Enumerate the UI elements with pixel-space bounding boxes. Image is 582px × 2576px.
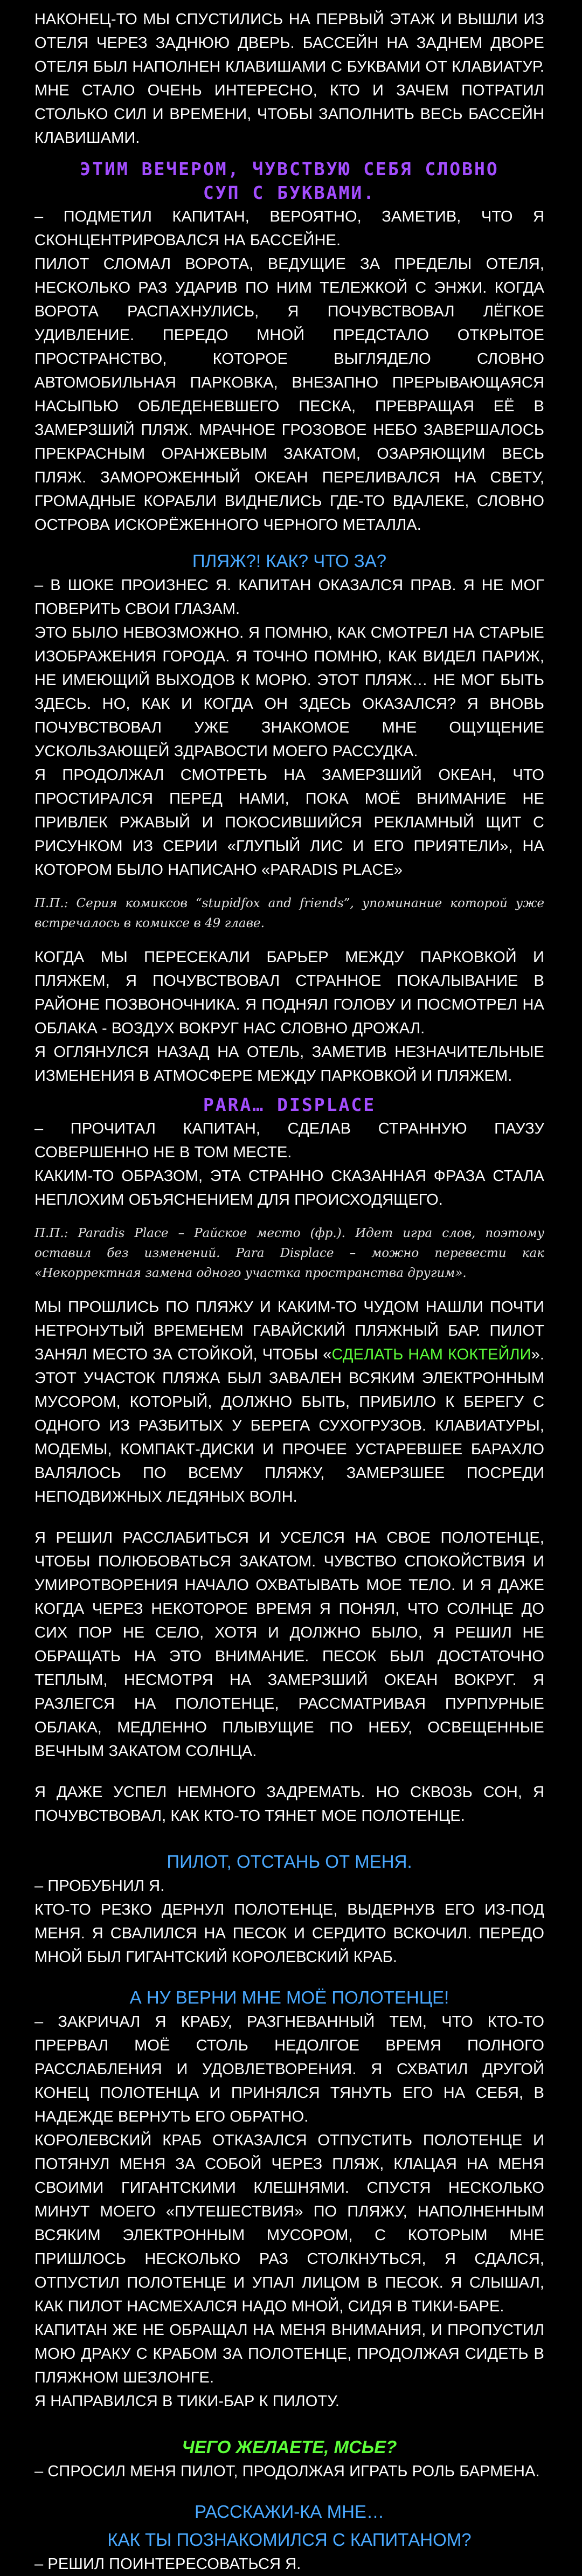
narration-paragraph: ЭТО БЫЛО НЕВОЗМОЖНО. Я ПОМНЮ, КАК СМОТРЕЛ НА СТАРЫЕ ИЗОБРАЖЕНИЯ ГОРОДА. Я ТОЧНО ПОМНЮ, КАК ВИДЕЛ ПАРИЖ, НЕ ИМЕЮЩИЙ ВЫХОДОВ К МОРЮ. ЭТОТ ПЛЯЖ… НЕ МОГ БЫТЬ ЗДЕСЬ. НО, КАК И КОГДА ОН ЗДЕСЬ ОКАЗАЛСЯ? Я ВНОВЬ ПОЧУВСТВОВАЛ УЖЕ ЗНАКОМОЕ МНЕ ОЩУЩЕНИЕ УСКОЛЬЗАЮЩЕЙ ЗДРАВОСТИ МОЕГО РАССУДКА. bbox=[34, 624, 544, 760]
paragraph-text: МЫ ПРОШЛИСЬ ПО ПЛЯЖУ И КАКИМ-ТО ЧУДОМ НАШЛИ ПОЧТИ НЕТРОНУТЫЙ ВРЕМЕНЕМ ГАВАЙСКИЙ ПЛЯЖНЫЙ БАР. ПИЛОТ ЗАНЯЛ МЕСТО ЗА СТОЙКОЙ, ЧТОБЫ « bbox=[34, 1299, 544, 1363]
narration-paragraph: – РЕШИЛ ПОИНТЕРЕСОВАТЬСЯ Я. bbox=[34, 2556, 301, 2573]
narration-paragraph bbox=[34, 1295, 544, 1509]
narration-paragraph: Я РЕШИЛ РАССЛАБИТЬСЯ И УСЕЛСЯ НА СВОЕ ПОЛОТЕНЦЕ, ЧТОБЫ ПОЛЮБОВАТЬСЯ ЗАКАТОМ. ЧУВСТВО СПОКОЙСТВИЯ И УМИРОТВОРЕНИЯ НАЧАЛО ОХВАТЫВАТЬ МОЕ ТЕЛО. И Я ДАЖЕ КОГДА ЧЕРЕЗ НЕКОТОРОЕ ВРЕМЯ Я ПОНЯЛ, ЧТО СОЛНЦЕ ДО СИХ ПОР НЕ СЕЛО, ХОТЯ И ДОЛЖНО БЫЛО, Я РЕШИЛ НЕ ОБРАЩАТЬ НА ЭТО ВНИМАНИЕ. ПЕСОК БЫЛ ДОСТАТОЧНО ТЕПЛЫМ, НЕСМОТРЯ НА ЗАМЕРЗШИЙ ОКЕАН ВОКРУГ. Я РАЗЛЕГСЯ НА ПОЛОТЕНЦЕ, РАССМАТРИВАЯ ПУРПУРНЫЕ ОБЛАКА, МЕДЛЕННО ПЛЫВУЩИЕ ПО НЕБУ, ОСВЕЩЕННЫЕ ВЕЧНЫМ ЗАКАТОМ СОЛНЦА. bbox=[34, 1529, 544, 1760]
narration-paragraph: – В ШОКЕ ПРОИЗНЕС Я. КАПИТАН ОКАЗАЛСЯ ПРАВ. Я НЕ МОГ ПОВЕРИТЬ СВОИ ГЛАЗАМ. bbox=[34, 577, 544, 618]
narration-paragraph: КАКИМ-ТО ОБРАЗОМ, ЭТА СТРАННО СКАЗАННАЯ ФРАЗА СТАЛА НЕПЛОХИМ ОБЪЯСНЕНИЕМ ДЛЯ ПРОИСХОДЯЩЕГО. bbox=[34, 1168, 544, 1208]
narration-paragraph: КОГДА МЫ ПЕРЕСЕКАЛИ БАРЬЕР МЕЖДУ ПАРКОВКОЙ И ПЛЯЖЕМ, Я ПОЧУВСТВОВАЛ СТРАННОЕ ПОКАЛЫВАНИЕ В РАЙОНЕ ПОЗВОНОЧНИКА. Я ПОДНЯЛ ГОЛОВУ И ПОСМОТРЕЛ НА ОБЛАКА - ВОЗДУХ ВОКРУГ НАС СЛОВНО ДРОЖАЛ. bbox=[34, 949, 544, 1037]
narration-paragraph: – ПОДМЕТИЛ КАПИТАН, ВЕРОЯТНО, ЗАМЕТИВ, ЧТО Я СКОНЦЕНТРИРОВАЛСЯ НА БАССЕЙНЕ. bbox=[34, 208, 544, 249]
narration-paragraph: ПИЛОТ СЛОМАЛ ВОРОТА, ВЕДУЩИЕ ЗА ПРЕДЕЛЫ ОТЕЛЯ, НЕСКОЛЬКО РАЗ УДАРИВ ПО НИМ ТЕЛЕЖКОЙ С ЭНЖИ. КОГДА ВОРОТА РАСПАХНУЛИСЬ, Я ПОЧУВСТВОВАЛ ЛЁГКОЕ УДИВЛЕНИЕ. ПЕРЕДО МНОЙ ПРЕДСТАЛО ОТКРЫТОЕ ПРОСТРАНСТВО, КОТОРОЕ ВЫГЛЯДЕЛО СЛОВНО АВТОМОБИЛЬНАЯ ПАРКОВКА, ВНЕЗАПНО ПРЕРЫВАЮЩАЯСЯ НАСЫПЬЮ ОБЛЕДЕНЕВШЕГО ПЕСКА, ПРЕВРАЩАЯ ЕЁ В ЗАМЕРЗШИЙ ПЛЯЖ. МРАЧНОЕ ГРОЗОВОЕ НЕБО ЗАВЕРШАЛОСЬ ПРЕКРАСНЫМ ОРАНЖЕВЫМ ЗАКАТОМ, ОЗАРЯЮЩИМ ВЕСЬ ПЛЯЖ. ЗАМОРОЖЕННЫЙ ОКЕАН ПЕРЕЛИВАЛСЯ НА СВЕТУ, ГРОМАДНЫЕ КОРАБЛИ ВИДНЕЛИСЬ ГДЕ-ТО ВДАЛЕКЕ, СЛОВНО ОСТРОВА ИСКОРЁЖЕННОГО ЧЕРНОГО МЕТАЛЛА. bbox=[34, 255, 544, 534]
narrator-line: ПЛЯЖ?! КАК? ЧТО ЗА? bbox=[192, 551, 387, 571]
narration-paragraph: Я ОГЛЯНУЛСЯ НАЗАД НА ОТЕЛЬ, ЗАМЕТИВ НЕЗНАЧИТЕЛЬНЫЕ ИЗМЕНЕНИЯ В АТМОСФЕРЕ МЕЖДУ ПАРКОВКОЙ И ПЛЯЖЕМ. bbox=[34, 1044, 544, 1085]
pilot-quote-highlight: СДЕЛАТЬ НАМ КОКТЕЙЛИ bbox=[331, 1346, 531, 1363]
translator-note: П.П.: Серия комиксов “stupidfox and friends”, упоминание которой уже встречалось в комиксе в 49 главе. bbox=[34, 896, 544, 930]
narration-paragraph: – ЗАКРИЧАЛ Я КРАБУ, РАЗГНЕВАННЫЙ ТЕМ, ЧТО КТО-ТО ПРЕРВАЛ МОЁ СТОЛЬ НЕДОЛГОЕ ВРЕМЯ ПОЛНОГО РАССЛАБЛЕНИЯ И УДОВЛЕТВОРЕНИЯ. Я СХВАТИЛ ДРУГОЙ КОНЕЦ ПОЛОТЕНЦА И ПРИНЯЛСЯ ТЯНУТЬ ЕГО НА СЕБЯ, В НАДЕЖДЕ ВЕРНУТЬ ЕГО ОБРАТНО. bbox=[34, 2013, 544, 2125]
captain-line: PARA… DISPLACE bbox=[203, 1094, 376, 1115]
narrator-line: КАК ТЫ ПОЗНАКОМИЛСЯ С КАПИТАНОМ? bbox=[107, 2530, 472, 2550]
narration-paragraph: КТО-ТО РЕЗКО ДЕРНУЛ ПОЛОТЕНЦЕ, ВЫДЕРНУВ ЕГО ИЗ-ПОД МЕНЯ. Я СВАЛИЛСЯ НА ПЕСОК И СЕРДИТО ВСКОЧИЛ. ПЕРЕДО МНОЙ БЫЛ ГИГАНТСКИЙ КОРОЛЕВСКИЙ КРАБ. bbox=[34, 1901, 544, 1966]
narration-paragraph: – ПРОБУБНИЛ Я. bbox=[34, 1877, 165, 1895]
paragraph-text: ». ЭТОТ УЧАСТОК ПЛЯЖА БЫЛ ЗАВАЛЕН ВСЯКИМ ЭЛЕКТРОННЫМ МУСОРОМ, КОТОРЫЙ, ДОЛЖНО БЫТЬ, ПРИБИЛО К БЕРЕГУ С ОДНОГО ИЗ РАЗБИТЫХ У БЕРЕГА СУХОГРУЗОВ. КЛАВИАТУРЫ, МОДЕМЫ, КОМПАКТ-ДИСКИ И ПРОЧЕЕ УСТАРЕВШЕЕ БАРАХЛО ВАЛЯЛОСЬ ПО ВСЕМУ ПЛЯЖУ, ЗАМЕРЗШЕЕ ПОСРЕДИ НЕПОДВИЖНЫХ ЛЕДЯНЫХ ВОЛН. bbox=[34, 1346, 544, 1505]
narration-paragraph: Я НАПРАВИЛСЯ В ТИКИ-БАР К ПИЛОТУ. bbox=[34, 2393, 340, 2410]
narrator-line: РАССКАЖИ-КА МНЕ… bbox=[195, 2502, 384, 2522]
narration-paragraph: – СПРОСИЛ МЕНЯ ПИЛОТ, ПРОДОЛЖАЯ ИГРАТЬ РОЛЬ БАРМЕНА. bbox=[34, 2463, 540, 2480]
narration-paragraph: КАПИТАН ЖЕ НЕ ОБРАЩАЛ НА МЕНЯ ВНИМАНИЯ, И ПРОПУСТИЛ МОЮ ДРАКУ С КРАБОМ ЗА ПОЛОТЕНЦЕ, ПРОДОЛЖАЯ СИДЕТЬ В ПЛЯЖНОМ ШЕЗЛОНГЕ. bbox=[34, 2322, 544, 2386]
pilot-line: ЧЕГО ЖЕЛАЕТЕ, МСЬЕ? bbox=[182, 2437, 397, 2457]
narrator-line: А НУ ВЕРНИ МНЕ МОЁ ПОЛОТЕНЦЕ! bbox=[129, 1987, 449, 2007]
narration-paragraph: Я ДАЖЕ УСПЕЛ НЕМНОГО ЗАДРЕМАТЬ. НО СКВОЗЬ СОН, Я ПОЧУВСТВОВАЛ, КАК КТО-ТО ТЯНЕТ МОЕ ПОЛОТЕНЦЕ. bbox=[34, 1784, 544, 1825]
narration-paragraph: НАКОНЕЦ-ТО МЫ СПУСТИЛИСЬ НА ПЕРВЫЙ ЭТАЖ И ВЫШЛИ ИЗ ОТЕЛЯ ЧЕРЕЗ ЗАДНЮЮ ДВЕРЬ. БАССЕЙН НА ЗАДНЕМ ДВОРЕ ОТЕЛЯ БЫЛ НАПОЛНЕН КЛАВИШАМИ С БУКВАМИ ОТ КЛАВИАТУР. МНЕ СТАЛО ОЧЕНЬ ИНТЕРЕСНО, КТО И ЗАЧЕМ ПОТРАТИЛ СТОЛЬКО СИЛ И ВРЕМЕНИ, ЧТОБЫ ЗАПОЛНИТЬ ВЕСЬ БАССЕЙН КЛАВИШАМИ. bbox=[34, 11, 544, 147]
narration-paragraph: – ПРОЧИТАЛ КАПИТАН, СДЕЛАВ СТРАННУЮ ПАУЗУ СОВЕРШЕННО НЕ В ТОМ МЕСТЕ. bbox=[34, 1120, 544, 1161]
narration-paragraph: Я ПРОДОЛЖАЛ СМОТРЕТЬ НА ЗАМЕРЗШИЙ ОКЕАН, ЧТО ПРОСТИРАЛСЯ ПЕРЕД НАМИ, ПОКА МОЁ ВНИМАНИЕ НЕ ПРИВЛЕК РЖАВЫЙ И ПОКОСИВШИЙСЯ РЕКЛАМНЫЙ ЩИТ С РИСУНКОМ ИЗ СЕРИИ «ГЛУПЫЙ ЛИС И ЕГО ПРИЯТЕЛИ», НА КОТОРОМ БЫЛО НАПИСАНО «PARADIS PLACE» bbox=[34, 766, 544, 879]
translator-note: П.П.: Paradis Place – Райское место (фр.). Идет игра слов, поэтому оставил без изменений. Para Displace – можно перевести как «Некорректная замена одного участка пространства другим». bbox=[34, 1226, 544, 1280]
narration-paragraph: КОРОЛЕВСКИЙ КРАБ ОТКАЗАЛСЯ ОТПУСТИТЬ ПОЛОТЕНЦЕ И ПОТЯНУЛ МЕНЯ ЗА СОБОЙ ЧЕРЕЗ ПЛЯЖ, КЛАЦАЯ НА МЕНЯ СВОИМИ ГИГАНТСКИМИ КЛЕШНЯМИ. СПУСТЯ НЕСКОЛЬКО МИНУТ МОЕГО «ПУТЕШЕСТВИЯ» ПО ПЛЯЖУ, НАПОЛНЕННЫМ ВСЯКИМ ЭЛЕКТРОННЫМ МУСОРОМ, С КОТОРЫМ МНЕ ПРИШЛОСЬ НЕСКОЛЬКО РАЗ СТОЛКНУТЬСЯ, Я СДАЛСЯ, ОТПУСТИЛ ПОЛОТЕНЦЕ И УПАЛ ЛИЦОМ В ПЕСОК. Я СЛЫШАЛ, КАК ПИЛОТ НАСМЕХАЛСЯ НАДО МНОЙ, СИДЯ В ТИКИ-БАРЕ. bbox=[34, 2132, 544, 2315]
captain-line: ЭТИМ ВЕЧЕРОМ, ЧУВСТВУЮ СЕБЯ СЛОВНО СУП С БУКВАМИ. bbox=[80, 158, 499, 203]
narrator-line: ПИЛОТ, ОТСТАНЬ ОТ МЕНЯ. bbox=[167, 1852, 412, 1871]
